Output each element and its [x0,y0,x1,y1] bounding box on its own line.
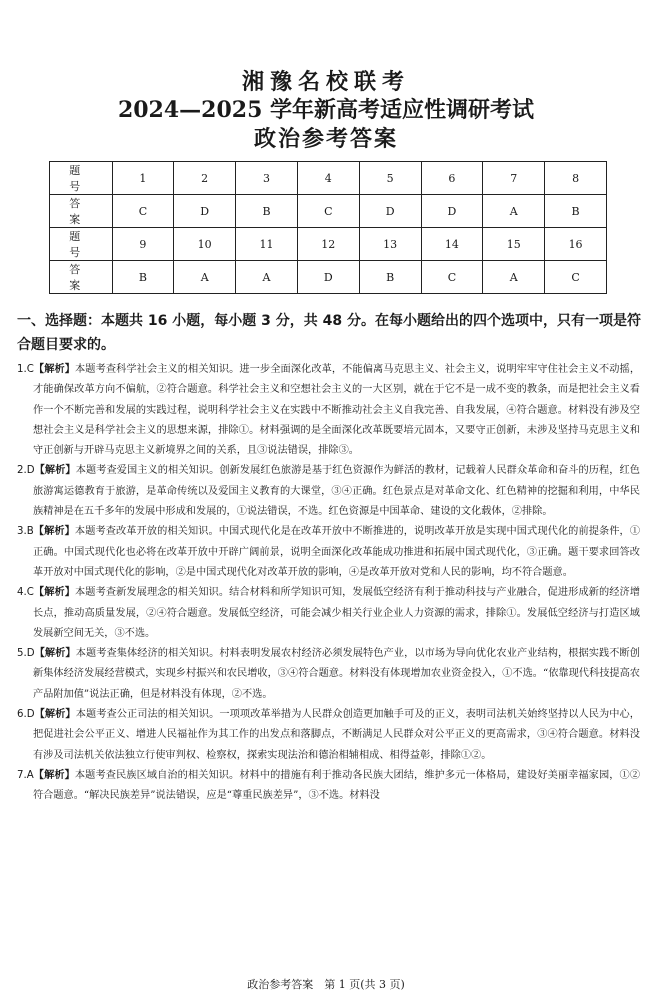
row-header-cell: 答 案 [50,195,113,228]
document-title: 政治参考答案 [253,126,398,152]
table-cell: D [297,261,359,294]
table-cell: A [483,195,545,228]
table-cell: 3 [236,162,298,195]
table-cell: 8 [545,162,607,195]
table-cell: D [174,195,236,228]
table-cell: 14 [421,228,483,261]
table-cell: C [421,261,483,294]
answer-explanation-item [17,766,640,807]
analysis-tag: 【解析】 [34,648,76,660]
analysis-text: 本题考查科学社会主义的相关知识。进一步全面深化改革，不能偏离马克思主义、社会主义，说明牢牢守住社会主义不动摇，才能确保改革方向不偏航，②符合题意。科学社会主义和空想社会主义的一大区别，就在于它不是一成不变的教条，而是把社会主义看作一个不断完善和发展的实践过程，说明科学社会主义在实践中不断推动社会主义自我完善、自我发展，④符合题意。材料没有涉及空想社会主义是科学社会主义的思想来源，排除①。材料强调的是全面深化改革既要培元固本，又要守正创新，未涉及坚持马克思主义和守正创新与开辟马克思主义新境界之间的关系，且③说法错误，排除③。 [33,364,640,457]
question-number-answer: 7.A [17,769,34,781]
answer-explanation-item [17,522,640,583]
table-cell: A [236,261,298,294]
analysis-tag: 【解析】 [33,526,75,538]
table-cell: 10 [174,228,236,261]
table-cell: 16 [545,228,607,261]
row-header-cell: 题 号 [50,162,113,195]
table-row [50,195,607,228]
answer-table [49,161,607,294]
question-number-answer: 3.B [17,526,34,538]
table-cell: B [236,195,298,228]
question-number-answer: 5.D [17,648,35,660]
table-cell: A [174,261,236,294]
table-cell: 4 [297,162,359,195]
table-cell: 13 [359,228,421,261]
analysis-tag: 【解析】 [33,769,75,781]
answer-explanation-item [17,461,640,522]
table-cell: 15 [483,228,545,261]
answer-explanation-item [17,644,640,705]
row-header-cell: 题 号 [50,228,113,261]
table-cell: B [545,195,607,228]
analysis-text: 本题考查改革开放的相关知识。中国式现代化是在改革开放中不断推进的，说明改革开放是实现中国式现代化的前提条件，①正确。中国式现代化也必将在改革开放中开辟广阔前景，说明全面深化改革能成功推进和拓展中国式现代化，③正确。题干要求回答改革开放对中国式现代化的影响，②是中国式现代化对改革开放的影响，④是改革开放对党和人民的影响，均不符合题意。 [33,526,641,578]
page-footer: 政治参考答案 第 1 页(共 3 页) [247,978,405,991]
table-cell: 5 [359,162,421,195]
analysis-tag: 【解析】 [34,709,76,721]
table-cell: A [483,261,545,294]
table-cell: B [112,261,174,294]
analysis-tag: 【解析】 [33,364,76,375]
table-row [50,228,607,261]
table-cell: 6 [421,162,483,195]
table-cell: C [112,195,174,228]
table-row [50,162,607,195]
exam-org-title: 湘豫名校联考 [241,69,410,95]
analysis-text: 本题考查民族区域自治的相关知识。材料中的措施有利于推动各民族大团结，维护多元一体格局，建设好美丽幸福家园，①②符合题意。“解决民族差异”说法错误，应是“尊重民族差异”，③不选。材料没 [33,769,641,802]
table-cell: D [359,195,421,228]
analysis-text: 本题考查新发展理念的相关知识。结合材料和所学知识可知，发展低空经济有利于推动科技与产业融合，促进形成新的经济增长点，推动高质量发展，②④符合题意。发展低空经济，可能会减少相关行业企业人力资源的需求，排除①。发展低空经济与打造区域发展新空间无关，③不选。 [33,587,640,639]
section-heading: 一、选择题：本题共 16 小题，每小题 3 分，共 48 分。在每小题给出的四个选项中，只有一项是符合题目要求的。 [17,313,641,353]
table-cell: C [297,195,359,228]
answer-explanation-item [17,705,640,766]
exam-name-title: 2024—2025 学年新高考适应性调研考试 [117,97,535,123]
question-number-answer: 1.C [17,364,34,375]
analysis-text: 本题考查爱国主义的相关知识。创新发展红色旅游是基于红色资源作为鲜活的教材，记载着人民群众革命和奋斗的历程，红色旅游寓运德教育于旅游，是革命传统以及爱国主义教育的大课堂，③④正确。红色景点是对革命文化、红色精神的挖掘和利用，中华民族精神是在五千多年的发展中形成和发展的，①说法错误，不选。红色资源是中国革命、建设的文化载体，②排除。 [33,465,640,518]
table-cell: 11 [236,228,298,261]
answer-explanation-item [17,583,640,644]
table-cell: 1 [112,162,174,195]
answer-explanation-item [17,360,640,461]
header [0,68,652,154]
row-header-cell: 答 案 [50,261,113,294]
question-number-answer: 2.D [17,465,35,477]
table-cell: 7 [483,162,545,195]
analysis-text: 本题考查集体经济的相关知识。村料表明发展农村经济必须发展特色产业，以市场为导向优化农业产业结构，根据实践不断创新集体经济发展经营模式，实现乡村振兴和农民增收，③④符合题意。材料没有体现增加农业资金投入，①不选。“依靠现代科技提高农产品附加值”说法正确，但是材料没有体现，②不选。 [33,648,640,700]
table-cell: B [359,261,421,294]
question-number-answer: 6.D [17,709,35,721]
analysis-text: 本题考查公正司法的相关知识。一项项改革举措为人民群众创造更加触手可及的正义，表明司法机关始终坚持以人民为中心，把促进社会公平正义、增进人民福祉作为其工作的出发点和落脚点，不断满足人民群众对公平正义的更高需求，③④符合题意。材料没有涉及司法机关依法独立行使审判权、检察权，探索实现法治和德治相辅相成、相得益彰，排除①②。 [33,709,640,761]
answer-explanations [17,360,640,807]
analysis-tag: 【解析】 [33,587,76,599]
table-cell: 12 [297,228,359,261]
analysis-tag: 【解析】 [34,465,76,477]
table-cell: 9 [112,228,174,261]
table-cell: C [545,261,607,294]
table-cell: D [421,195,483,228]
question-number-answer: 4.C [17,587,34,599]
table-cell: 2 [174,162,236,195]
table-row [50,261,607,294]
